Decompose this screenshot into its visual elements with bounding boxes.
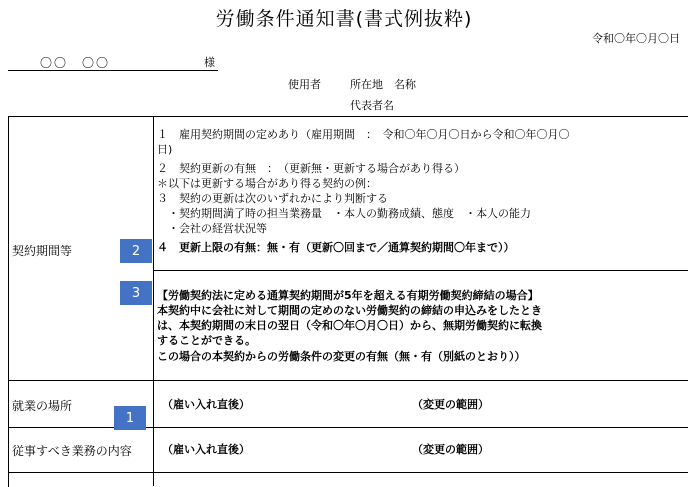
addressee-underline (8, 70, 218, 71)
document-date: 令和〇年〇月〇日 (592, 32, 680, 45)
table-column-divider (153, 116, 154, 486)
workplace-change-label: （変更の範囲） (412, 398, 489, 411)
conversion-line: 本契約中に会社に対して期間の定めのない労働契約の締結の申込みをしたとき (157, 304, 542, 317)
table-row-divider (8, 472, 688, 473)
table-row-divider (8, 380, 688, 381)
contract-period-line: ３ 契約の更新は次のいずれかにより判断する (157, 192, 388, 205)
duties-label: 従事すべき業務の内容 (12, 444, 132, 458)
addressee-name: 〇〇 〇〇 (40, 56, 111, 70)
renewal-limit-line: ４ 更新上限の有無：無・有（更新〇回まで／通算契約期間〇年まで）） (157, 241, 515, 254)
conversion-line: 【労働契約法に定める通算契約期間が5年を超える有期労働契約締結の場合】 (157, 289, 539, 302)
contract-period-line: ・会社の経営状況等 (157, 222, 267, 235)
contract-period-line: ・契約期間満了時の担当業務量 ・本人の勤務成績、態度 ・本人の能力 (157, 207, 531, 220)
contract-period-line: ＊以下は更新する場合があり得る契約の例： (157, 177, 377, 190)
contract-period-label: 契約期間等 (12, 244, 73, 258)
employer-representative: 代表者名 (350, 99, 394, 112)
duties-hire-label: （雇い入れ直後） (162, 443, 250, 456)
workplace-label: 就業の場所 (12, 399, 73, 413)
document-title: 労働条件通知書(書式例抜粋) (215, 8, 473, 30)
callout-badge-1: 1 (114, 406, 146, 430)
contract-period-line: ２ 契約更新の有無 ： （更新無・更新する場合があり得る） (157, 162, 465, 175)
callout-badge-3: 3 (120, 281, 152, 305)
addressee-suffix: 様 (204, 56, 215, 69)
table-row-divider (8, 427, 688, 428)
conversion-line: することができる。 (157, 334, 256, 347)
contract-period-line: １ 雇用契約期間の定めあり（雇用期間 ： 令和〇年〇月〇日から令和〇年〇月〇 (157, 128, 570, 141)
workplace-hire-label: （雇い入れ直後） (162, 398, 250, 411)
employer-label: 使用者 (288, 78, 321, 91)
callout-badge-2: 2 (120, 239, 152, 263)
conversion-line: この場合の本契約からの労働条件の変更の有無（無・有（別紙のとおり）） (157, 350, 526, 363)
table-inner-divider (153, 270, 688, 271)
duties-change-label: （変更の範囲） (412, 443, 489, 456)
contract-period-line: 日) (157, 143, 173, 156)
employer-address: 所在地 名称 (350, 78, 416, 91)
conversion-line: は、本契約期間の末日の翌日（令和〇年〇月〇日）から、無期労働契約に転換 (157, 319, 542, 332)
